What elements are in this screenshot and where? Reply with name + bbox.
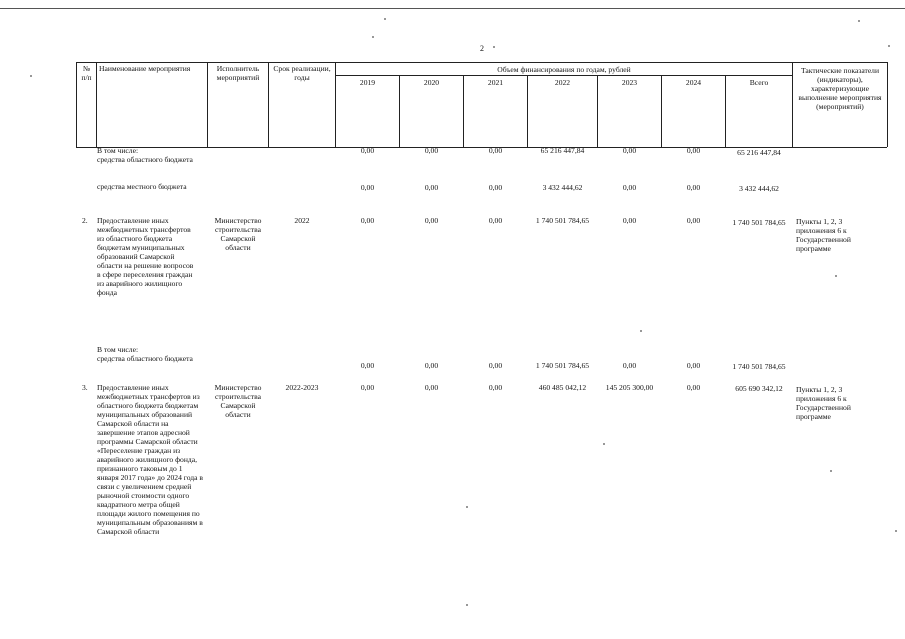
row-label: средства местного бюджета xyxy=(97,182,187,191)
scan-speck xyxy=(466,506,468,508)
row-value-2019: 0,00 xyxy=(360,383,375,392)
col-border xyxy=(96,62,97,147)
row-number: 3. xyxy=(82,383,88,392)
row-value-2024: 0,00 xyxy=(686,383,701,392)
header-year-2022: 2022 xyxy=(554,78,571,87)
scan-speck xyxy=(640,330,642,332)
header-year-2024: 2024 xyxy=(685,78,702,87)
row-value-2022: 65 216 447,84 xyxy=(540,146,585,155)
row-indicators: Пункты 1, 2, 3 приложения 6 к Государственной программе xyxy=(796,217,851,253)
header-period: Срок реализации, годы xyxy=(273,64,331,82)
row-value-2022: 1 740 501 784,65 xyxy=(535,216,590,225)
header-executor: Исполнитель мероприятий xyxy=(216,64,260,82)
row-value-2024: 0,00 xyxy=(686,183,701,192)
header-year-2023: 2023 xyxy=(621,78,638,87)
row-executor: Министерство строительства Самарской области xyxy=(214,216,262,252)
row-label: В том числе: средства областного бюджета xyxy=(97,345,193,363)
row-value-2020: 0,00 xyxy=(424,361,439,370)
scan-speck xyxy=(493,46,495,48)
row-value-2022: 3 432 444,62 xyxy=(542,183,583,192)
row-value-2019: 0,00 xyxy=(360,361,375,370)
row-period: 2022-2023 xyxy=(285,383,319,392)
row-total: 1 740 501 784,65 xyxy=(732,362,786,371)
scan-speck xyxy=(30,75,32,77)
row-label: Предоставление иных межбюджетных трансфертов из областного бюджета бюджетам муниципальных образований Самарской области на завершение этапов адресной программы Самарской области «Переселение граждан из аварийного жилищного фонда, признанного таковым до 1 января 2017 года» до 2024 года в связи с увеличением средней рыночной стоимости одного квадратного метра общей площади жилого помещения по муниципальным образованиям в Самарской области xyxy=(97,383,203,536)
row-total: 3 432 444,62 xyxy=(739,184,779,193)
row-value-2023: 0,00 xyxy=(622,183,637,192)
row-label: В том числе: средства областного бюджета xyxy=(97,146,193,164)
row-value-2023: 0,00 xyxy=(622,146,637,155)
scan-edge-line xyxy=(0,8,905,9)
years-subheader-line xyxy=(335,75,792,76)
header-year-2019: 2019 xyxy=(359,78,376,87)
row-label: Предоставление иных межбюджетных трансфертов из областного бюджета бюджетам муниципальных образований Самарской области на решение вопросов в сфере переселения граждан из аварийного жилищного фонда xyxy=(97,216,194,297)
scan-speck xyxy=(372,36,374,38)
row-value-2019: 0,00 xyxy=(360,183,375,192)
row-value-2021: 0,00 xyxy=(488,183,503,192)
row-value-2024: 0,00 xyxy=(686,146,701,155)
row-total: 605 690 342,12 xyxy=(735,384,783,393)
row-value-2022: 460 485 042,12 xyxy=(538,383,587,392)
row-value-2021: 0,00 xyxy=(488,383,503,392)
scan-speck xyxy=(830,470,832,472)
row-value-2023: 145 205 300,00 xyxy=(605,383,654,392)
header-name: Наименование мероприятия xyxy=(99,64,191,73)
scan-speck xyxy=(835,275,837,277)
col-border xyxy=(887,62,888,147)
scan-speck xyxy=(888,45,890,47)
row-value-2022: 1 740 501 784,65 xyxy=(535,361,590,370)
row-total: 65 216 447,84 xyxy=(737,148,781,157)
row-value-2024: 0,00 xyxy=(686,216,701,225)
col-border xyxy=(335,62,336,147)
row-total: 1 740 501 784,65 xyxy=(732,218,786,227)
row-period: 2022 xyxy=(294,216,310,225)
row-value-2020: 0,00 xyxy=(424,183,439,192)
row-indicators: Пункты 1, 2, 3 приложения 6 к Государственной программе xyxy=(796,385,851,421)
page-number: 2 xyxy=(480,44,484,53)
scan-speck xyxy=(895,530,897,532)
row-value-2019: 0,00 xyxy=(360,216,375,225)
row-value-2019: 0,00 xyxy=(360,146,375,155)
row-value-2023: 0,00 xyxy=(622,216,637,225)
row-value-2023: 0,00 xyxy=(622,361,637,370)
header-year-2020: 2020 xyxy=(423,78,440,87)
row-value-2021: 0,00 xyxy=(488,361,503,370)
row-value-2020: 0,00 xyxy=(424,146,439,155)
row-value-2021: 0,00 xyxy=(488,216,503,225)
scan-speck xyxy=(858,20,860,22)
row-executor: Министерство строительства Самарской области xyxy=(214,383,262,419)
row-value-2024: 0,00 xyxy=(686,361,701,370)
table-top-border xyxy=(76,62,887,63)
scan-speck xyxy=(466,604,468,606)
scan-speck xyxy=(384,18,386,20)
row-value-2020: 0,00 xyxy=(424,216,439,225)
row-value-2020: 0,00 xyxy=(424,383,439,392)
row-value-2021: 0,00 xyxy=(488,146,503,155)
header-year-2021: 2021 xyxy=(487,78,504,87)
row-number: 2. xyxy=(82,216,88,225)
header-indicators: Тактические показатели (индикаторы), характеризующие выполнение мероприятия (мероприятий) xyxy=(798,66,882,111)
scan-speck xyxy=(603,443,605,445)
header-financing: Объем финансирования по годам, рублей xyxy=(497,65,631,74)
header-total: Всего xyxy=(749,78,769,87)
header-no: № п/п xyxy=(81,64,92,82)
